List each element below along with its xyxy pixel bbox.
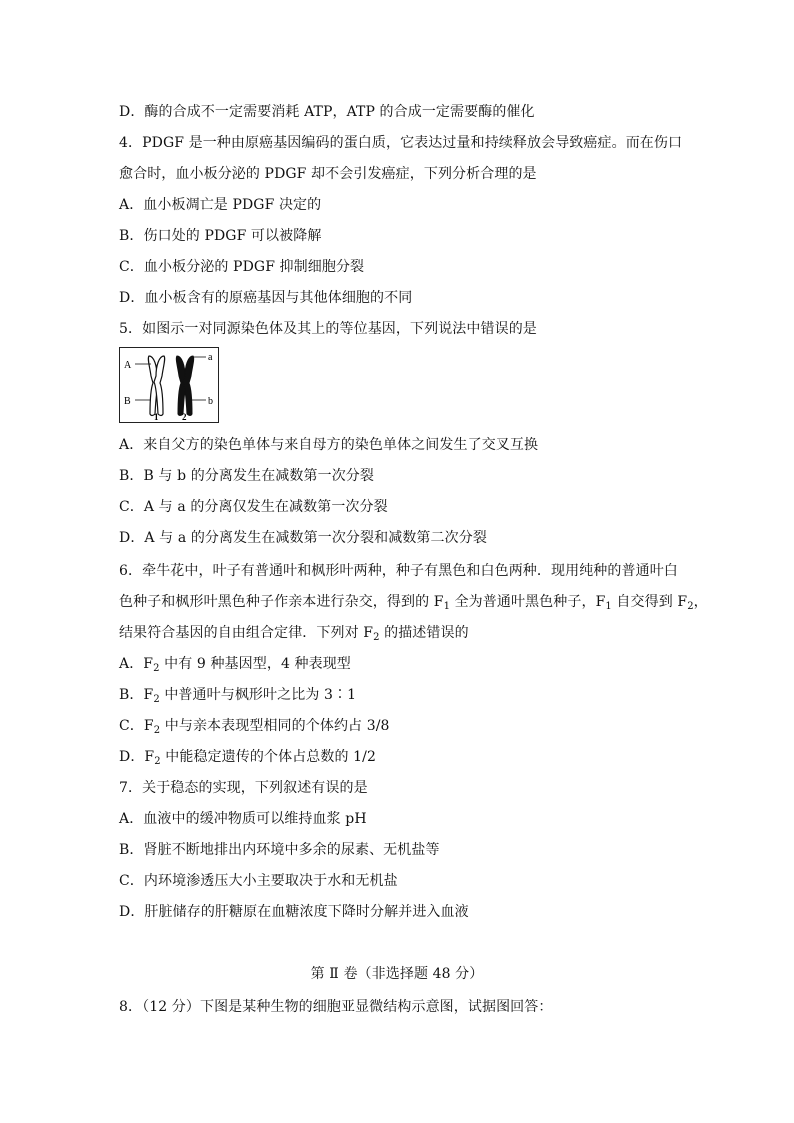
allele-B-label: B: [124, 396, 131, 407]
q6-option-d: D．$F_2$ 中能稳定遗传的个体占总数的 1/2: [119, 749, 376, 767]
q4-option-c: C．血小板分泌的 PDGF 抑制细胞分裂: [119, 259, 365, 275]
q8-stem: 8．（12 分）下图是某种生物的细胞亚显微结构示意图，试据图回答：: [119, 999, 553, 1015]
chromosome-2-number: 2: [182, 412, 187, 422]
q7-option-a: A．血液中的缓冲物质可以维持血浆 pH: [119, 811, 367, 827]
homologous-chromosomes-diagram: [120, 348, 218, 422]
q6-option-b: B．$F_2$ 中普通叶与枫形叶之比为 3∶1: [119, 687, 357, 705]
q6-option-c: C．$F_2$ 中与亲本表现型相同的个体约占 3/8: [119, 718, 390, 736]
q4-option-b: B．伤口处的 PDGF 可以被降解: [119, 228, 322, 244]
allele-b-label: b: [208, 396, 213, 407]
q4-option-d: D．血小板含有的原癌基因与其他体细胞的不同: [119, 290, 413, 306]
q5-option-d: D．A 与 a 的分离发生在减数第一次分裂和减数第二次分裂: [119, 530, 487, 546]
chromosome-1-number: 1: [154, 412, 159, 422]
q5-option-c: C．A 与 a 的分离仅发生在减数第一次分裂: [119, 499, 388, 515]
q7-option-b: B．肾脏不断地排出内环境中多余的尿素、无机盐等: [119, 842, 440, 858]
allele-A-label: A: [124, 360, 132, 371]
chromosome-figure: [119, 347, 219, 423]
q7-option-d: D．肝脏储存的肝糖原在血糖浓度下降时分解并进入血液: [119, 904, 469, 920]
q7-stem: 7．关于稳态的实现，下列叙述有误的是: [119, 780, 368, 796]
allele-a-label: a: [208, 352, 213, 363]
chromosome-2: [176, 356, 193, 416]
chromosome-1: [148, 356, 164, 416]
q7-option-c: C．内环境渗透压大小主要取决于水和无机盐: [119, 873, 398, 889]
q6-stem-line-1: 6．牵牛花中，叶子有普通叶和枫形叶两种，种子有黑色和白色两种．现用纯种的普通叶白: [119, 563, 678, 579]
section-heading: 第 Ⅱ 卷（非选择题 48 分）: [310, 966, 484, 982]
q6-stem-line-3: 结果符合基因的自由组合定律．下列对 $F_2$ 的描述错误的: [119, 625, 469, 643]
q5-option-b: B．B 与 b 的分离发生在减数第一次分裂: [119, 468, 374, 484]
q4-stem-line-1: 4．PDGF 是一种由原癌基因编码的蛋白质，它表达过量和持续释放会导致癌症。而在伤口: [119, 135, 683, 151]
q4-option-a: A．血小板凋亡是 PDGF 决定的: [119, 197, 322, 213]
q6-option-a: A．$F_2$ 中有 9 种基因型，4 种表现型: [119, 656, 351, 674]
q4-stem-line-2: 愈合时，血小板分泌的 PDGF 却不会引发癌症，下列分析合理的是: [119, 166, 537, 182]
q3-option-d: D．酶的合成不一定需要消耗 ATP，ATP 的合成一定需要酶的催化: [119, 104, 535, 120]
q5-option-a: A．来自父方的染色单体与来自母方的染色单体之间发生了交叉互换: [119, 437, 539, 453]
q6-stem-line-2: 色种子和枫形叶黑色种子作亲本进行杂交，得到的 $F_1$ 全为普通叶黑色种子，$F_1$ 自交得到 $F_2$，: [119, 594, 708, 612]
q5-stem: 5．如图示一对同源染色体及其上的等位基因，下列说法中错误的是: [119, 321, 537, 337]
